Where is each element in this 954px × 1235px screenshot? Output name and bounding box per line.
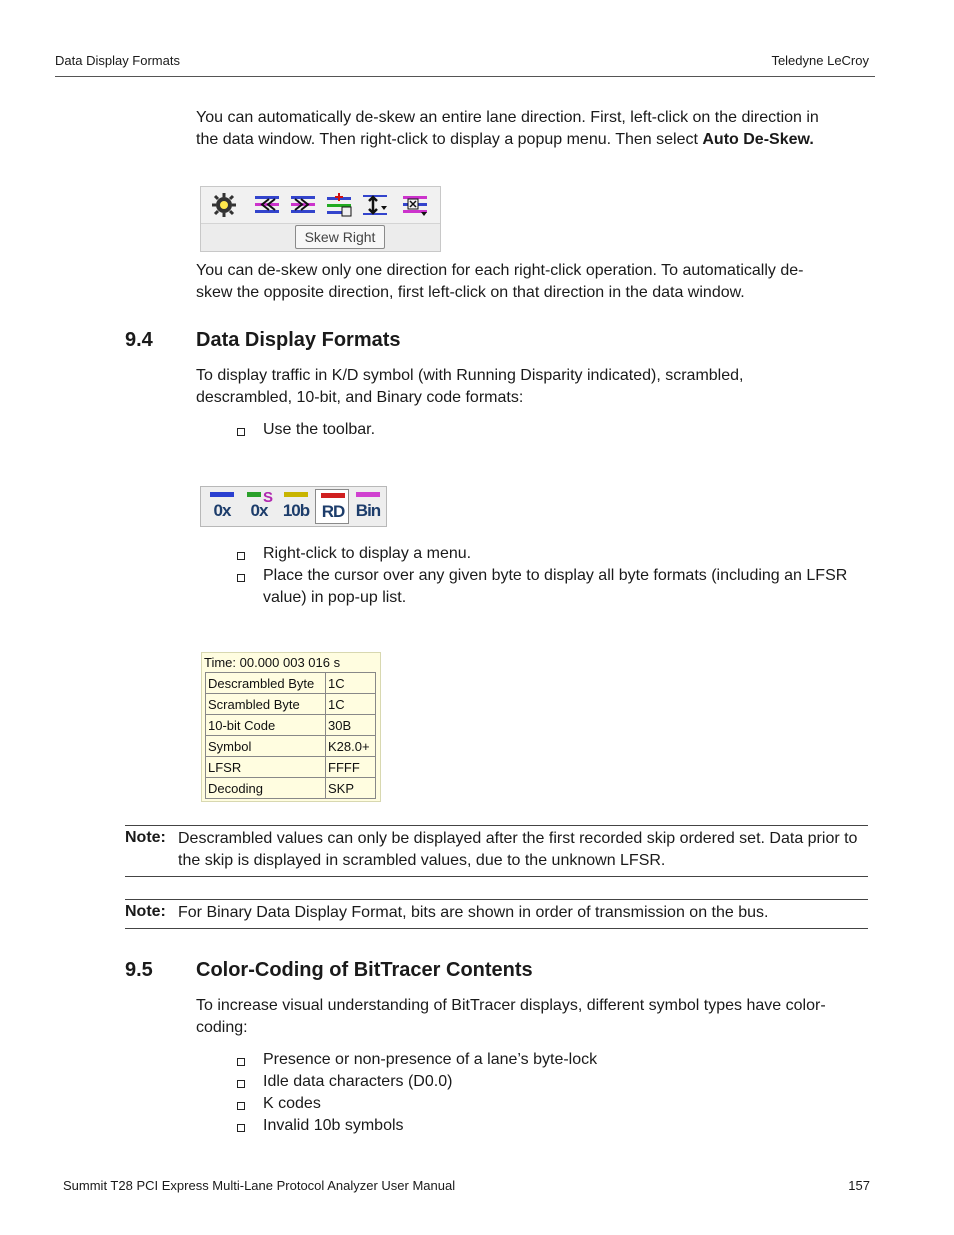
- note-label: Note:: [125, 829, 166, 846]
- deskew-line-1: You can de-skew only one direction for each right-click operation. To automatically de-: [196, 262, 804, 279]
- note-rule-top: [125, 899, 868, 900]
- deskew-paragraph: [196, 260, 876, 304]
- table-row: [206, 673, 376, 694]
- kd-tag-icon: [284, 492, 308, 497]
- hex-format-button[interactable]: [205, 489, 239, 524]
- popup-time: Time: 00.000 003 016 s: [204, 655, 341, 670]
- skew-right-tooltip: Skew Right: [295, 225, 385, 249]
- row-key: Scrambled Byte: [206, 694, 326, 715]
- section-9-5-line-1: To increase visual understanding of BitTracer displays, different symbol types have color-: [196, 997, 826, 1014]
- row-value: 1C: [326, 694, 376, 715]
- row-key: Symbol: [206, 736, 326, 757]
- bullet-right-click: Right-click to display a menu.: [263, 545, 472, 562]
- tenbit-format-button[interactable]: [279, 489, 313, 524]
- binary-format-button[interactable]: [351, 489, 385, 524]
- section-9-5-line-2: coding:: [196, 1019, 248, 1036]
- section-9-4-title: Data Display Formats: [196, 329, 401, 351]
- skew-left-icon[interactable]: [253, 191, 281, 219]
- bullet-idle-data: Idle data characters (D0.0): [263, 1073, 453, 1090]
- row-key: 10-bit Code: [206, 715, 326, 736]
- row-key: Descrambled Byte: [206, 673, 326, 694]
- lane-options-icon[interactable]: [401, 191, 429, 219]
- checkbox-bullet-icon: [237, 1121, 245, 1135]
- bullet-place-cursor: [263, 565, 875, 609]
- row-key: Decoding: [206, 778, 326, 799]
- deskew-toolbar: [201, 187, 440, 224]
- table-row: [206, 757, 376, 778]
- section-9-5-number: 9.5: [125, 959, 153, 981]
- note-rule-bottom: [125, 928, 868, 929]
- deskew-toolbar-screenshot: [200, 186, 441, 252]
- scrambled-format-label: 0x: [250, 501, 268, 520]
- skew-right-icon[interactable]: [289, 191, 317, 219]
- scrambled-format-button[interactable]: [242, 489, 276, 524]
- checkbox-bullet-icon: [237, 1055, 245, 1069]
- kd-tag-icon: [247, 492, 261, 497]
- kd-tag-icon: [356, 492, 380, 497]
- bullet-use-toolbar: Use the toolbar.: [263, 421, 376, 438]
- auto-deskew-icon[interactable]: [325, 191, 353, 219]
- note-label: Note:: [125, 903, 166, 920]
- bullet-byte-lock: Presence or non-presence of a lane’s byte-lock: [263, 1051, 598, 1068]
- row-key: LFSR: [206, 757, 326, 778]
- byte-formats-table: [205, 672, 376, 799]
- bullet-place-cursor-line-2: value) in pop-up list.: [263, 589, 407, 606]
- bullet-invalid-10b: Invalid 10b symbols: [263, 1117, 404, 1134]
- hex-format-label: 0x: [213, 501, 231, 520]
- row-value: FFFF: [326, 757, 376, 778]
- footer-title: Summit T28 PCI Express Multi-Lane Protocol Analyzer User Manual: [63, 1178, 456, 1193]
- deskew-line-2: skew the opposite direction, first left-click on that direction in the data window.: [196, 284, 745, 301]
- intro-line-1: You can automatically de-skew an entire lane direction. First, left-click on the direction in: [196, 109, 819, 126]
- running-disparity-format-label: RD: [321, 502, 345, 521]
- note-binary: For Binary Data Display Format, bits are shown in order of transmission on the bus.: [178, 904, 769, 921]
- checkbox-bullet-icon: [237, 1099, 245, 1113]
- section-9-5-paragraph: [196, 995, 876, 1039]
- data-format-toolbar: [200, 486, 387, 527]
- bullet-k-codes: K codes: [263, 1095, 321, 1112]
- bullet-place-cursor-line-1: Place the cursor over any given byte to display all byte formats (including an LFSR: [263, 567, 848, 584]
- note-descrambled: [178, 828, 878, 872]
- scrambled-s-label: S: [263, 489, 274, 506]
- running-header-right: Teledyne LeCroy: [771, 53, 869, 68]
- table-row: [206, 715, 376, 736]
- binary-format-label: Bin: [355, 501, 381, 520]
- intro-line-2-text: the data window. Then right-click to display a popup menu. Then select: [196, 131, 703, 148]
- kd-tag-icon: [210, 492, 234, 497]
- checkbox-bullet-icon: [237, 1077, 245, 1091]
- section-9-4-line-2: descrambled, 10-bit, and Binary code formats:: [196, 389, 524, 406]
- tenbit-format-label: 10b: [282, 501, 310, 520]
- note-descrambled-line-1: Descrambled values can only be displayed after the first recorded skip ordered set. Data prior to: [178, 830, 858, 847]
- auto-deskew-term: Auto De-Skew.: [702, 131, 814, 148]
- table-row: [206, 736, 376, 757]
- row-value: 1C: [326, 673, 376, 694]
- header-rule: [55, 76, 875, 77]
- section-9-4-line-1: To display traffic in K/D symbol (with Running Disparity indicated), scrambled,: [196, 367, 744, 384]
- row-value: K28.0+: [326, 736, 376, 757]
- note-rule-bottom: [125, 876, 868, 877]
- section-9-4-number: 9.4: [125, 329, 153, 351]
- checkbox-bullet-icon: [237, 425, 245, 439]
- checkbox-bullet-icon: [237, 549, 245, 563]
- page-number: 157: [848, 1178, 870, 1193]
- row-value: 30B: [326, 715, 376, 736]
- table-row: [206, 694, 376, 715]
- checkbox-bullet-icon: [237, 571, 245, 585]
- table-row: [206, 778, 376, 799]
- kd-tag-icon: [321, 493, 345, 498]
- running-header-left: Data Display Formats: [55, 53, 180, 68]
- gear-icon[interactable]: [210, 191, 238, 219]
- intro-paragraph: [196, 107, 876, 151]
- byte-formats-popup: [201, 652, 381, 802]
- row-value: SKP: [326, 778, 376, 799]
- intro-line-2: [196, 129, 876, 151]
- note-descrambled-line-2: the skip is displayed in scrambled values, due to the unknown LFSR.: [178, 852, 666, 869]
- running-disparity-format-button[interactable]: [315, 489, 349, 524]
- section-9-5-title: Color-Coding of BitTracer Contents: [196, 959, 533, 981]
- note-rule-top: [125, 825, 868, 826]
- expand-vertical-icon[interactable]: [361, 191, 389, 219]
- section-9-4-paragraph: [196, 365, 876, 409]
